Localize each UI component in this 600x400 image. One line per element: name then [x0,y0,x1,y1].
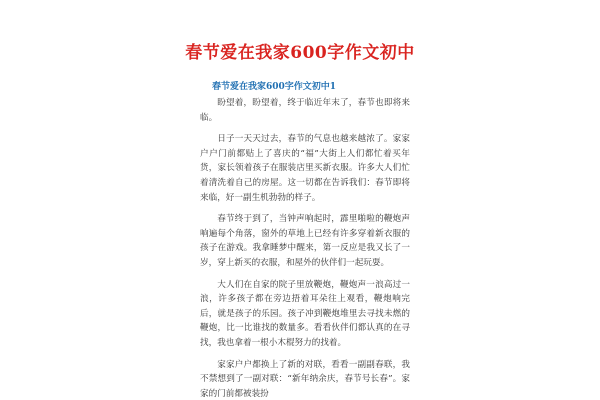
paragraph: 春节终于到了，当钟声响起时，霹里啪啦的鞭炮声响遍每个角落，窗外的草地上已经有许多穿着新衣服的孩子在游戏。我拿睡梦中醒来，第一反应是我又长了一岁，穿上新买的衣服，和屋外的伙伴们一起玩耍。 [200,214,410,268]
paragraph: 家家户户都换上了新的对联，看看一副副春联，我不禁想到了一副对联：“新年纳余庆，春节号长春”。家家的门前都被装扮 [200,359,410,399]
essay-body [200,96,410,400]
document-title: 春节爱在我家600字作文初中 [185,43,415,63]
section-heading: 春节爱在我家600字作文初中1 [212,82,337,92]
paragraph: 盼望着，盼望着，终于临近年末了，春节也即将来临。 [200,98,410,123]
paragraph: 日子一天天过去，春节的气息也越来越浓了。家家户户门前都贴上了喜庆的“福”大街上人们都忙着买年货，家长领着孩子在服装店里买新衣服。许多大人们忙着清洗着自己的房屋。这一切都在告诉我们：春节即将来临，好一副生机勃勃的样子。 [200,134,410,203]
paragraph: 大人们在自家的院子里放鞭炮，鞭炮声一浪高过一浪，许多孩子都在旁边捂着耳朵往上观看，鞭炮响完后，就是孩子的乐园。孩子冲到鞭炮堆里去寻找未燃的鞭炮，比一比谁找的数量多。看看伙伴们都认真的在寻找，我也拿着一根小木棍努力的找着。 [200,279,410,348]
